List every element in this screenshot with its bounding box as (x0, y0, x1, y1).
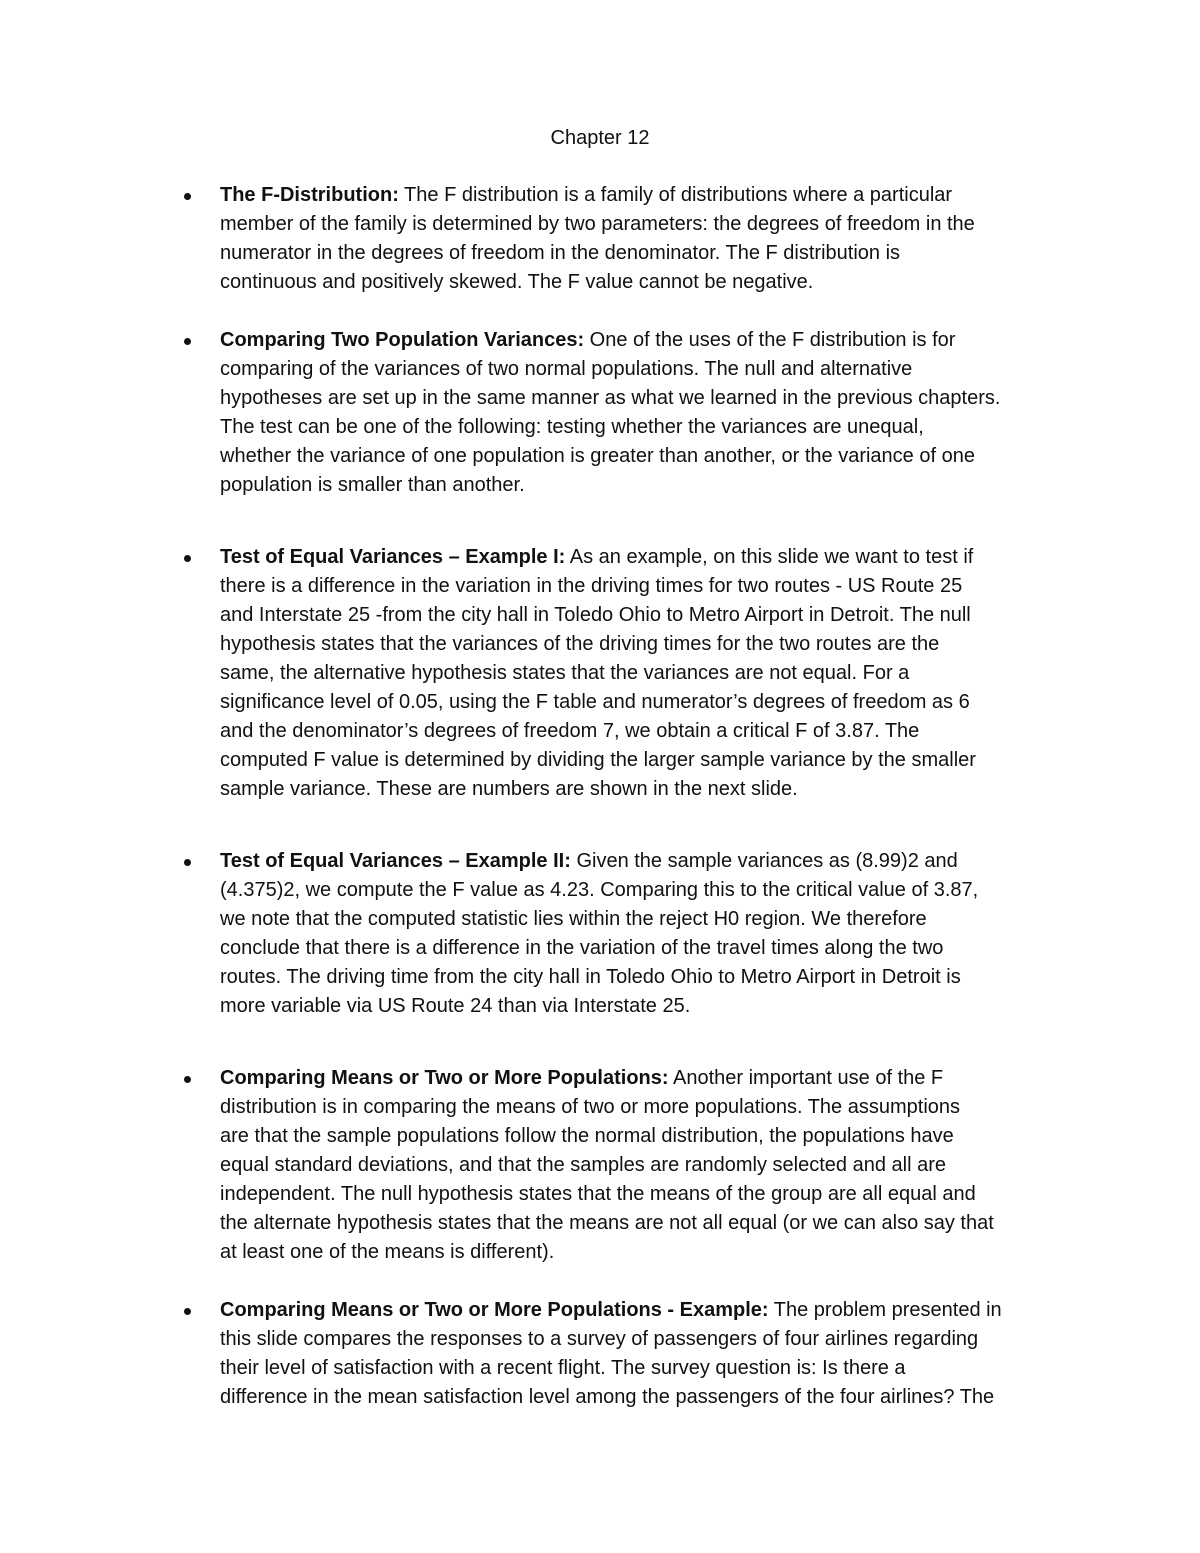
section-body: Another important use of the F distribution is in comparing the means of two or more populations. The assumptions are that the sample populations follow the normal distribution, the populations have equal standard deviations, and that the samples are randomly selected and all are independent. The null hypothesis states that the means of the group are all equal and the alternate hypothesis states that the means are not all equal (or we can also say that at least one of the means is different). (220, 1067, 994, 1263)
section-f-distribution (0, 181, 1060, 297)
section-text (220, 847, 1060, 1021)
section-body: The F distribution is a family of distributions where a particular member of the family is determined by two parameters: the degrees of freedom in the numerator in the degrees of freedom in the denominator. The F distribution is continuous and positively skewed. The F value cannot be negative. (220, 184, 975, 293)
section-comparing-means-example (0, 1296, 1060, 1412)
bullet-icon (184, 555, 191, 562)
section-body: As an example, on this slide we want to test if there is a difference in the variation in the driving times for two routes - US Route 25 and Interstate 25 -from the city hall in Toledo Ohio to Metro Airport in Detroit. The null hypothesis states that the variances of the driving times for the two routes are the same, the alternative hypothesis states that the variances are not equal. For a significance level of 0.05, using the F table and numerator’s degrees of freedom as 6 and the denominator’s degrees of freedom 7, we obtain a critical F of 3.87. The computed F value is determined by dividing the larger sample variance by the smaller sample variance. These are numbers are shown in the next slide. (220, 546, 976, 800)
bullet-icon (184, 859, 191, 866)
section-list (0, 152, 1200, 1412)
bullet-icon (184, 338, 191, 345)
section-heading: The F-Distribution: (220, 184, 399, 206)
section-text (220, 1064, 1060, 1267)
section-text (220, 326, 1060, 500)
section-text (220, 181, 1060, 297)
section-body: Given the sample variances as (8.99)2 and (4.375)2, we compute the F value as 4.23. Comparing this to the critical value of 3.87, we note that the computed statistic lies within the reject H0 region. We therefore conclude that there is a difference in the variation of the travel times along the two routes. The driving time from the city hall in Toledo Ohio to Metro Airport in Detroit is more variable via US Route 24 than via Interstate 25. (220, 850, 979, 1017)
bullet-icon (184, 193, 191, 200)
section-comparing-means (0, 1064, 1060, 1267)
section-text (220, 1296, 1060, 1412)
section-heading: Test of Equal Variances – Example II: (220, 850, 571, 872)
section-heading: Test of Equal Variances – Example I: (220, 546, 566, 568)
section-heading: Comparing Means or Two or More Populations: (220, 1067, 669, 1089)
section-heading: Comparing Means or Two or More Populations - Example: (220, 1299, 769, 1321)
section-body: One of the uses of the F distribution is for comparing of the variances of two normal populations. The null and alternative hypotheses are set up in the same manner as what we learned in the previous chapters. The test can be one of the following: testing whether the variances are unequal, whether the variance of one population is greater than another, or the variance of one population is smaller than another. (220, 329, 1001, 496)
section-comparing-variances (0, 326, 1060, 500)
section-equal-variances-example-1 (0, 543, 1060, 804)
section-heading: Comparing Two Population Variances: (220, 329, 585, 351)
section-equal-variances-example-2 (0, 847, 1060, 1021)
section-body: The problem presented in this slide compares the responses to a survey of passengers of four airlines regarding their level of satisfaction with a recent flight. The survey question is: Is there a difference in the mean satisfaction level among the passengers of the four airlines? The (220, 1299, 1002, 1408)
bullet-icon (184, 1076, 191, 1083)
bullet-icon (184, 1308, 191, 1315)
section-text (220, 543, 1060, 804)
chapter-title: Chapter 12 (550, 127, 650, 149)
